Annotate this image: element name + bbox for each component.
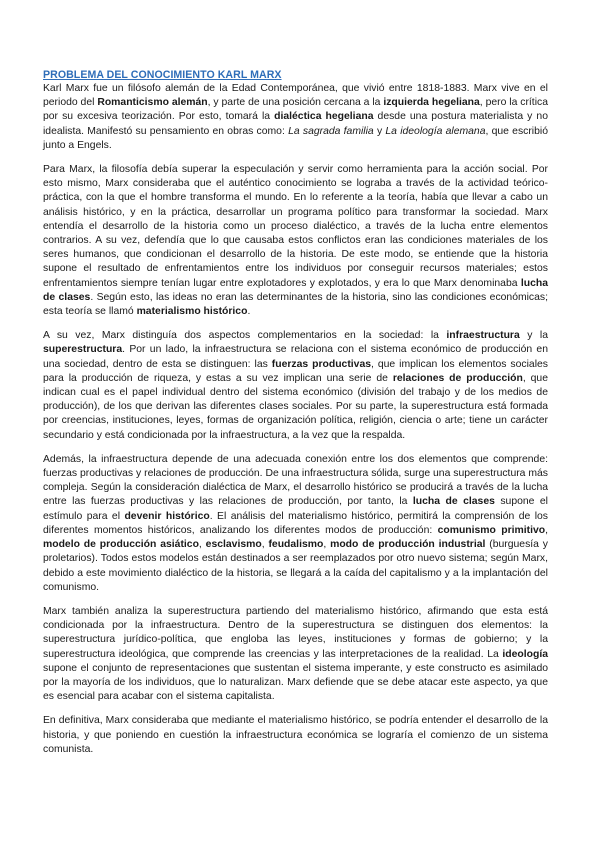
bold-term: ideología	[502, 648, 548, 660]
paragraph-conclusion: En definitiva, Marx consideraba que mediante el materialismo histórico, se podría entender el desarrollo de la historia, y que poniendo en cuestión la infraestructura económica se lograría el comienzo de un sistema comunista.	[43, 715, 548, 755]
bold-term: lucha de clases	[412, 496, 495, 508]
bold-term: feudalismo	[268, 539, 324, 551]
bold-term: Romanticismo alemán	[97, 97, 208, 109]
paragraph-superstructure: Marx también analiza la superestructura partiendo del materialismo histórico, afirmando que esta está condicionada por la infraestructura. Dentro de la superestructura se distinguen dos elementos: la superestructura jurídico-política, que engloba las leyes, instituciones y formas de gobierno; y la superestructura ideológica, que comprende las creencias y las interpretaciones de la realidad. La ideología supone el conjunto de representaciones que sustentan el sistema imperante, y este constructo es asimilado por la mayoría de los individuos, que lo naturalizan. Marx defiende que se debe atacar este aspecto, ya que es esencial para acabar con el sistema capitalista.	[43, 605, 548, 703]
bold-term: relaciones de producción	[392, 372, 523, 384]
bold-term: izquierda hegeliana	[383, 97, 480, 109]
bold-term: superestructura	[43, 344, 123, 356]
bold-term: infraestructura	[446, 330, 520, 342]
bold-term: modo de producción industrial	[330, 539, 486, 551]
bold-term: materialismo histórico	[136, 306, 248, 318]
italic-title: La ideología alemana	[385, 125, 486, 137]
bold-term: modelo de producción asiático	[43, 539, 199, 551]
document-title: PROBLEMA DEL CONOCIMIENTO KARL MARX	[43, 69, 282, 81]
bold-term: dialéctica hegeliana	[274, 111, 374, 123]
bold-term: comunismo primitivo	[437, 524, 546, 536]
paragraph-philosophy: Para Marx, la filosofía debía superar la especulación y servir como herramienta para la acción social. Por esto mismo, Marx consideraba que el auténtico conocimiento se lograba a través de la actividad teórico-práctica, con la que el hombre transforma el mundo. En lo referente a la teoría, había que llevar a cabo un análisis histórico, y en la práctica, desarrollar un programa político para transformar la sociedad. Marx entendía el desarrollo de la historia como un proceso dialéctico, a través de la lucha entre elementos contrarios. A su vez, defendía que lo que causaba estos conflictos eran las condiciones materiales de los seres humanos, que condicionan el desarrollo de la historia. De este modo, se entiende que la historia supone el resultado de enfrentamientos entre los individuos por conseguir recursos materiales; estos enfrentamientos siempre tenían lugar entre explotadores y explotados, y era lo que Marx denominaba lucha de clases. Según esto, las ideas no eran las determinantes de la historia, sino las condiciones económicas; esta teoría se llamó materialismo histórico.	[43, 164, 548, 318]
bold-term: fuerzas productivas	[271, 358, 372, 370]
paragraph-intro: Karl Marx fue un filósofo alemán de la Edad Contemporánea, que vivió entre 1818-1883. Marx vive en el periodo del Romanticismo alemán, y parte de una posición cercana a la izquierda hegeliana, pero la crítica por su excesiva teorización. Por esto, tomará la dialéctica hegeliana desde una postura materialista y no idealista. Manifestó su pensamiento en obras como: La sagrada familia y La ideología alemana, que escribió junto a Engels.	[43, 83, 548, 151]
bold-term: devenir histórico	[124, 510, 210, 522]
paragraph-modes-of-production: Además, la infraestructura depende de una adecuada conexión entre los dos elementos que comprende: fuerzas productivas y relaciones de producción. De una infraestructura sólida, surge una superestructura más compleja. Según la consideración dialéctica de Marx, el desarrollo histórico se producirá a través de la lucha entre las fuerzas productivas y las relaciones de producción, por tanto, la lucha de clases supone el estímulo para el devenir histórico. El análisis del materialismo histórico, permitirá la comprensión de los diferentes momentos históricos, analizando los diferentes modos de producción: comunismo primitivo, modelo de producción asiático, esclavismo, feudalismo, modo de producción industrial (burguesía y proletarios). Todos estos modelos están destinados a ser reemplazados por otro nuevo sistema; según Marx, debido a este movimiento dialéctico de la historia, se llegará a la caída del capitalismo y a la implantación del comunismo.	[43, 453, 548, 593]
bold-term: esclavismo	[205, 539, 262, 551]
paragraph-infrastructure: A su vez, Marx distinguía dos aspectos complementarios en la sociedad: la infraestructura y la superestructura. Por un lado, la infraestructura se relaciona con el sistema económico de producción en una sociedad, dentro de esta se distinguen: las fuerzas productivas, que implican los elementos sociales para la producción de riqueza, y estas a su vez implican una serie de relaciones de producción, que indican cual es el papel individual dentro del sistema económico (división del trabajo y de los medios de producción), de los que derivan las diferentes clases sociales. Por su parte, la superestructura está formada por creencias, instituciones, leyes, formas de organización política, religión, ciencia o arte; tiene un carácter secundario y está condicionada por la infraestructura, a la vez que la respalda.	[43, 330, 548, 441]
bold-term: lucha de clases	[43, 277, 548, 303]
italic-title: La sagrada familia	[288, 125, 374, 137]
